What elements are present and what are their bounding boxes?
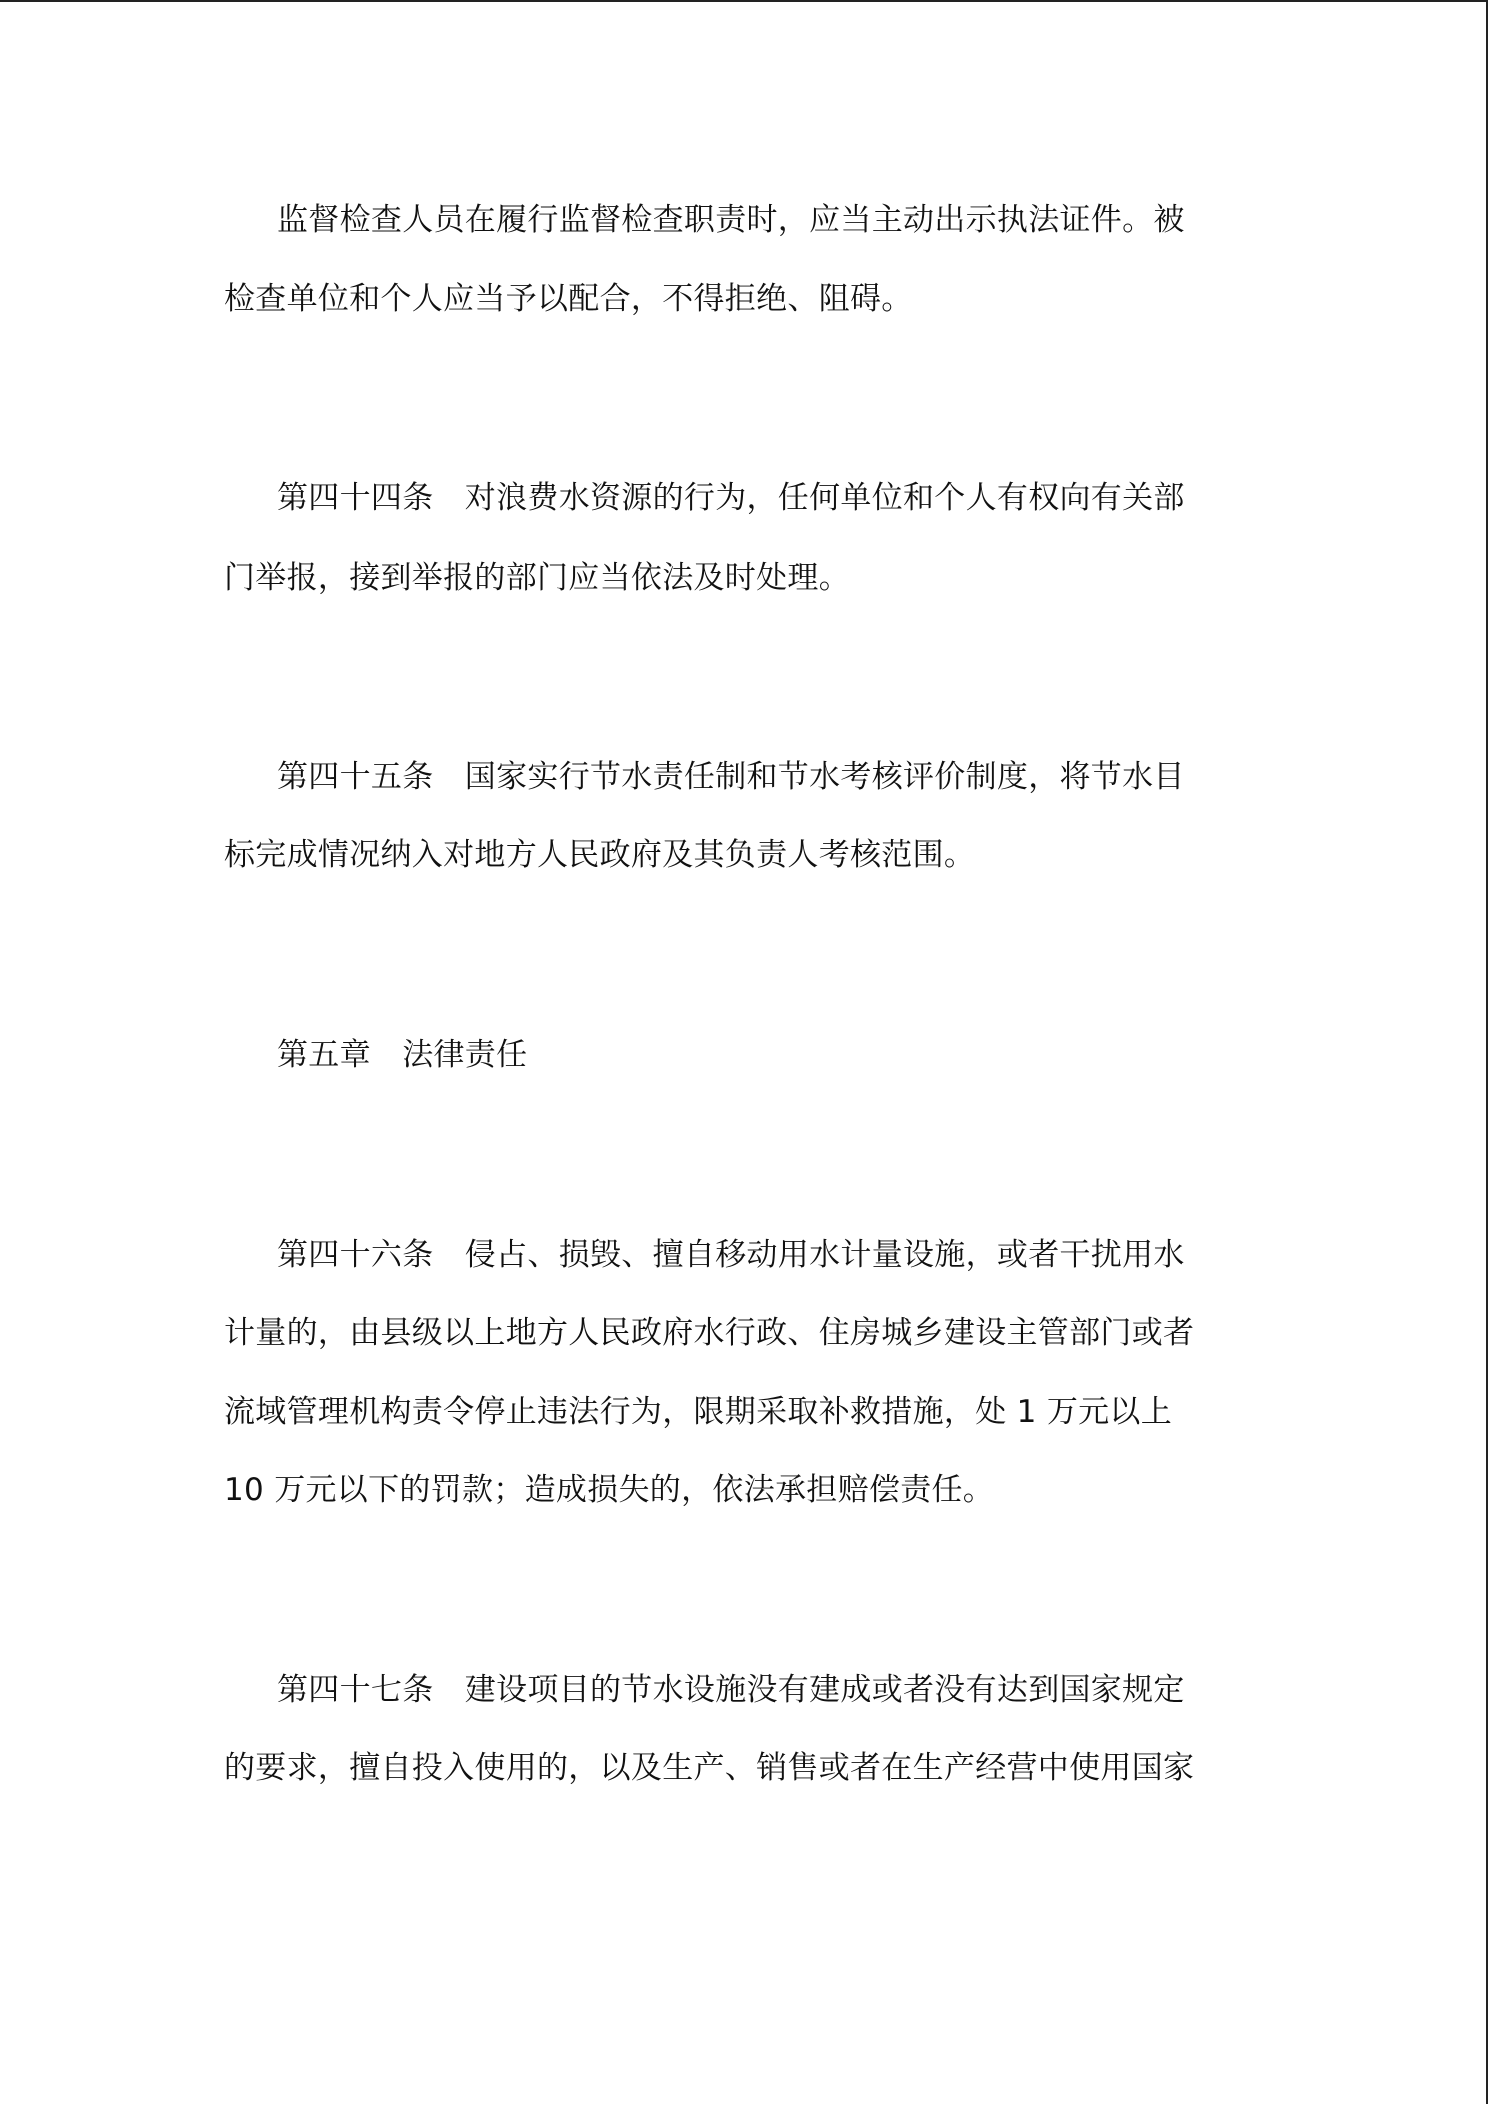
- paragraph-line: 监督检查人员在履行监督检查职责时，应当主动出示执法证件。被: [277, 202, 1185, 238]
- article-45-line: 标完成情况纳入对地方人民政府及其负责人考核范围。: [224, 837, 976, 873]
- chapter-heading: 第五章 法律责任: [277, 1037, 528, 1073]
- article-47-line: 的要求，擅自投入使用的，以及生产、销售或者在生产经营中使用国家: [224, 1750, 1195, 1786]
- article-46-line: 计量的，由县级以上地方人民政府水行政、住房城乡建设主管部门或者: [224, 1315, 1195, 1351]
- article-47-line: 第四十七条 建设项目的节水设施没有建成或者没有达到国家规定: [277, 1672, 1185, 1708]
- article-46-line: 10 万元以下的罚款；造成损失的，依法承担赔偿责任。: [224, 1472, 995, 1508]
- article-44-line: 第四十四条 对浪费水资源的行为，任何单位和个人有权向有关部: [277, 480, 1185, 516]
- article-46-line: 第四十六条 侵占、损毁、擅自移动用水计量设施，或者干扰用水: [277, 1237, 1185, 1273]
- paragraph-line: 检查单位和个人应当予以配合，不得拒绝、阻碍。: [224, 281, 913, 317]
- article-46-line: 流域管理机构责令停止违法行为，限期采取补救措施，处 1 万元以上: [224, 1394, 1173, 1430]
- article-44-line: 门举报，接到举报的部门应当依法及时处理。: [224, 560, 850, 596]
- article-45-line: 第四十五条 国家实行节水责任制和节水考核评价制度，将节水目: [277, 759, 1185, 795]
- page-top-border: [0, 0, 1488, 2]
